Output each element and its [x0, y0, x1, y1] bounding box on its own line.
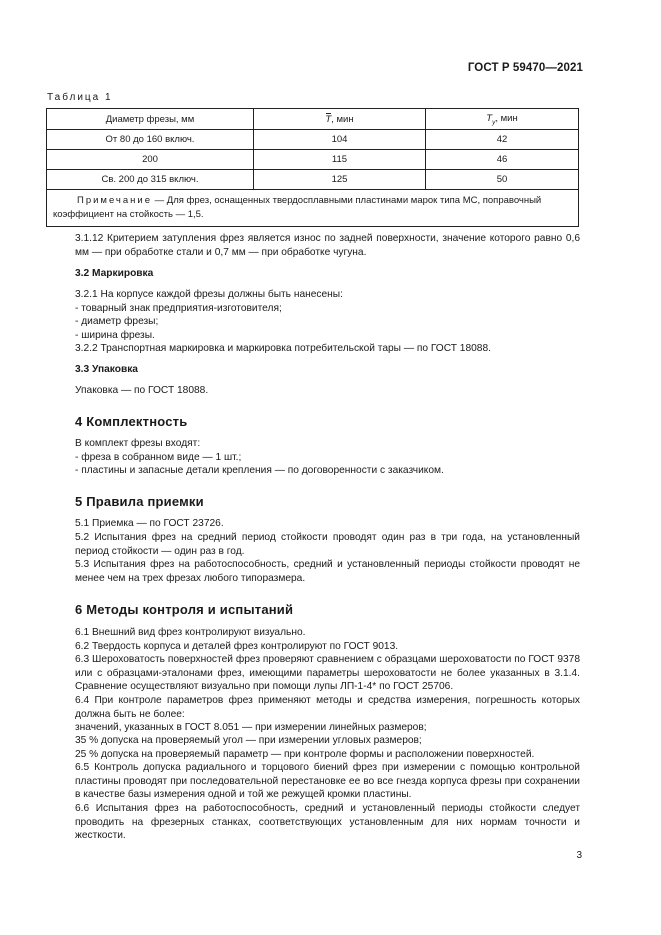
paragraph-5-2: 5.2 Испытания фрез на средний период стойкости проводят один раз в три года, на установленный период стойкости — один раз в год. — [75, 532, 580, 557]
paragraph-3-2-2: 3.2.2 Транспортная маркировка и маркировка потребительской тары — по ГОСТ 18088. — [75, 343, 491, 354]
table-header-row — [47, 109, 579, 130]
paragraph-4-intro: В комплект фрезы входят: — [75, 438, 201, 449]
parameters-table — [46, 108, 579, 227]
header-t-established: $T_у$, мин — [426, 109, 579, 130]
list-item: 35 % допуска на проверяемый угол — при измерении угловых размеров; — [75, 735, 422, 746]
paragraph-6-4: 6.4 При контроле параметров фрез применяют методы и средства измерения, погрешность которых должна быть не более: — [75, 695, 580, 720]
cell-t-established: 46 — [426, 150, 579, 170]
table-row — [47, 170, 579, 190]
list-item: значений, указанных в ГОСТ 8.051 — при измерении линейных размеров; — [75, 722, 427, 733]
section-5-title: 5 Правила приемки — [75, 494, 204, 509]
note-label: Примечание — [77, 195, 152, 206]
list-item: - диаметр фрезы; — [75, 316, 159, 327]
note-text: — Для фрез, оснащенных твердосплавными пластинами марок типа МС, поправочный коэффициент на стойкость — 1,5. — [53, 195, 542, 220]
cell-diameter: Св. 200 до 315 включ. — [47, 170, 254, 190]
page-number: 3 — [576, 850, 582, 861]
section-6-title: 6 Методы контроля и испытаний — [75, 602, 294, 617]
paragraph-6-1: 6.1 Внешний вид фрез контролируют визуально. — [75, 627, 306, 638]
table-row — [47, 150, 579, 170]
table-row — [47, 130, 579, 150]
cell-t-established: 50 — [426, 170, 579, 190]
paragraph-5-3: 5.3 Испытания фрез на работоспособность, средний и установленный периоды стойкости проводят не менее чем на трех фрезах любого типоразмера. — [75, 559, 580, 584]
list-item: - ширина фрезы. — [75, 330, 155, 341]
header-diameter: Диаметр фрезы, мм — [47, 109, 254, 130]
list-item: 25 % допуска на проверяемый параметр — при контроле формы и расположении поверхностей. — [75, 749, 535, 760]
paragraph-3-3: Упаковка — по ГОСТ 18088. — [75, 385, 209, 396]
header-t-average: T, мин — [254, 109, 426, 130]
list-item: - пластины и запасные детали крепления — по договоренности с заказчиком. — [75, 465, 444, 476]
table-note-row — [47, 190, 579, 227]
paragraph-6-3: 6.3 Шероховатость поверхностей фрез проверяют сравнением с образцами шероховатости по ГОСТ 9378 или с образцами-эталонами фрез, имеющими параметры шероховатости не более указанных в 3.1.4. Сравнение осуществляют визуально при помощи лупы ЛП-1-4* по ГОСТ 25706. — [75, 654, 580, 692]
cell-t-average: 115 — [254, 150, 426, 170]
paragraph-6-6: 6.6 Испытания фрез на работоспособность, средний и установленный периоды стойкости следует проводить на фрезерных станках, соответствующих установленным для них нормам точности и жесткости. — [75, 803, 580, 841]
cell-diameter: От 80 до 160 включ. — [47, 130, 254, 150]
paragraph-6-5: 6.5 Контроль допуска радиального и торцового биений фрез при измерении с помощью контрольной пластины проводят при последовательной перестановке ее во все гнезда корпуса фрезы при сохранении в качестве базы измерения одной и той же режущей кромки пластины. — [75, 762, 580, 800]
standard-header: ГОСТ Р 59470—2021 — [467, 62, 583, 74]
table-note — [47, 190, 579, 227]
cell-t-average: 104 — [254, 130, 426, 150]
section-4-title: 4 Комплектность — [75, 414, 188, 429]
cell-t-established: 42 — [426, 130, 579, 150]
list-item: - товарный знак предприятия-изготовителя; — [75, 303, 282, 314]
list-item: - фреза в собранном виде — 1 шт.; — [75, 452, 242, 463]
cell-t-average: 125 — [254, 170, 426, 190]
paragraph-3-1-12: 3.1.12 Критерием затупления фрез является износ по задней поверхности, значение которого равно 0,6 мм — при обработке стали и 0,7 мм — при обработке чугуна. — [75, 233, 580, 258]
paragraph-5-1: 5.1 Приемка — по ГОСТ 23726. — [75, 518, 224, 529]
cell-diameter: 200 — [47, 150, 254, 170]
section-3-2-title: 3.2 Маркировка — [75, 268, 154, 279]
paragraph-3-2-1: 3.2.1 На корпусе каждой фрезы должны быть нанесены: — [75, 289, 343, 300]
section-3-3-title: 3.3 Упаковка — [75, 364, 138, 375]
paragraph-6-2: 6.2 Твердость корпуса и деталей фрез контролируют по ГОСТ 9013. — [75, 641, 399, 652]
table-caption: Таблица 1 — [47, 92, 113, 103]
